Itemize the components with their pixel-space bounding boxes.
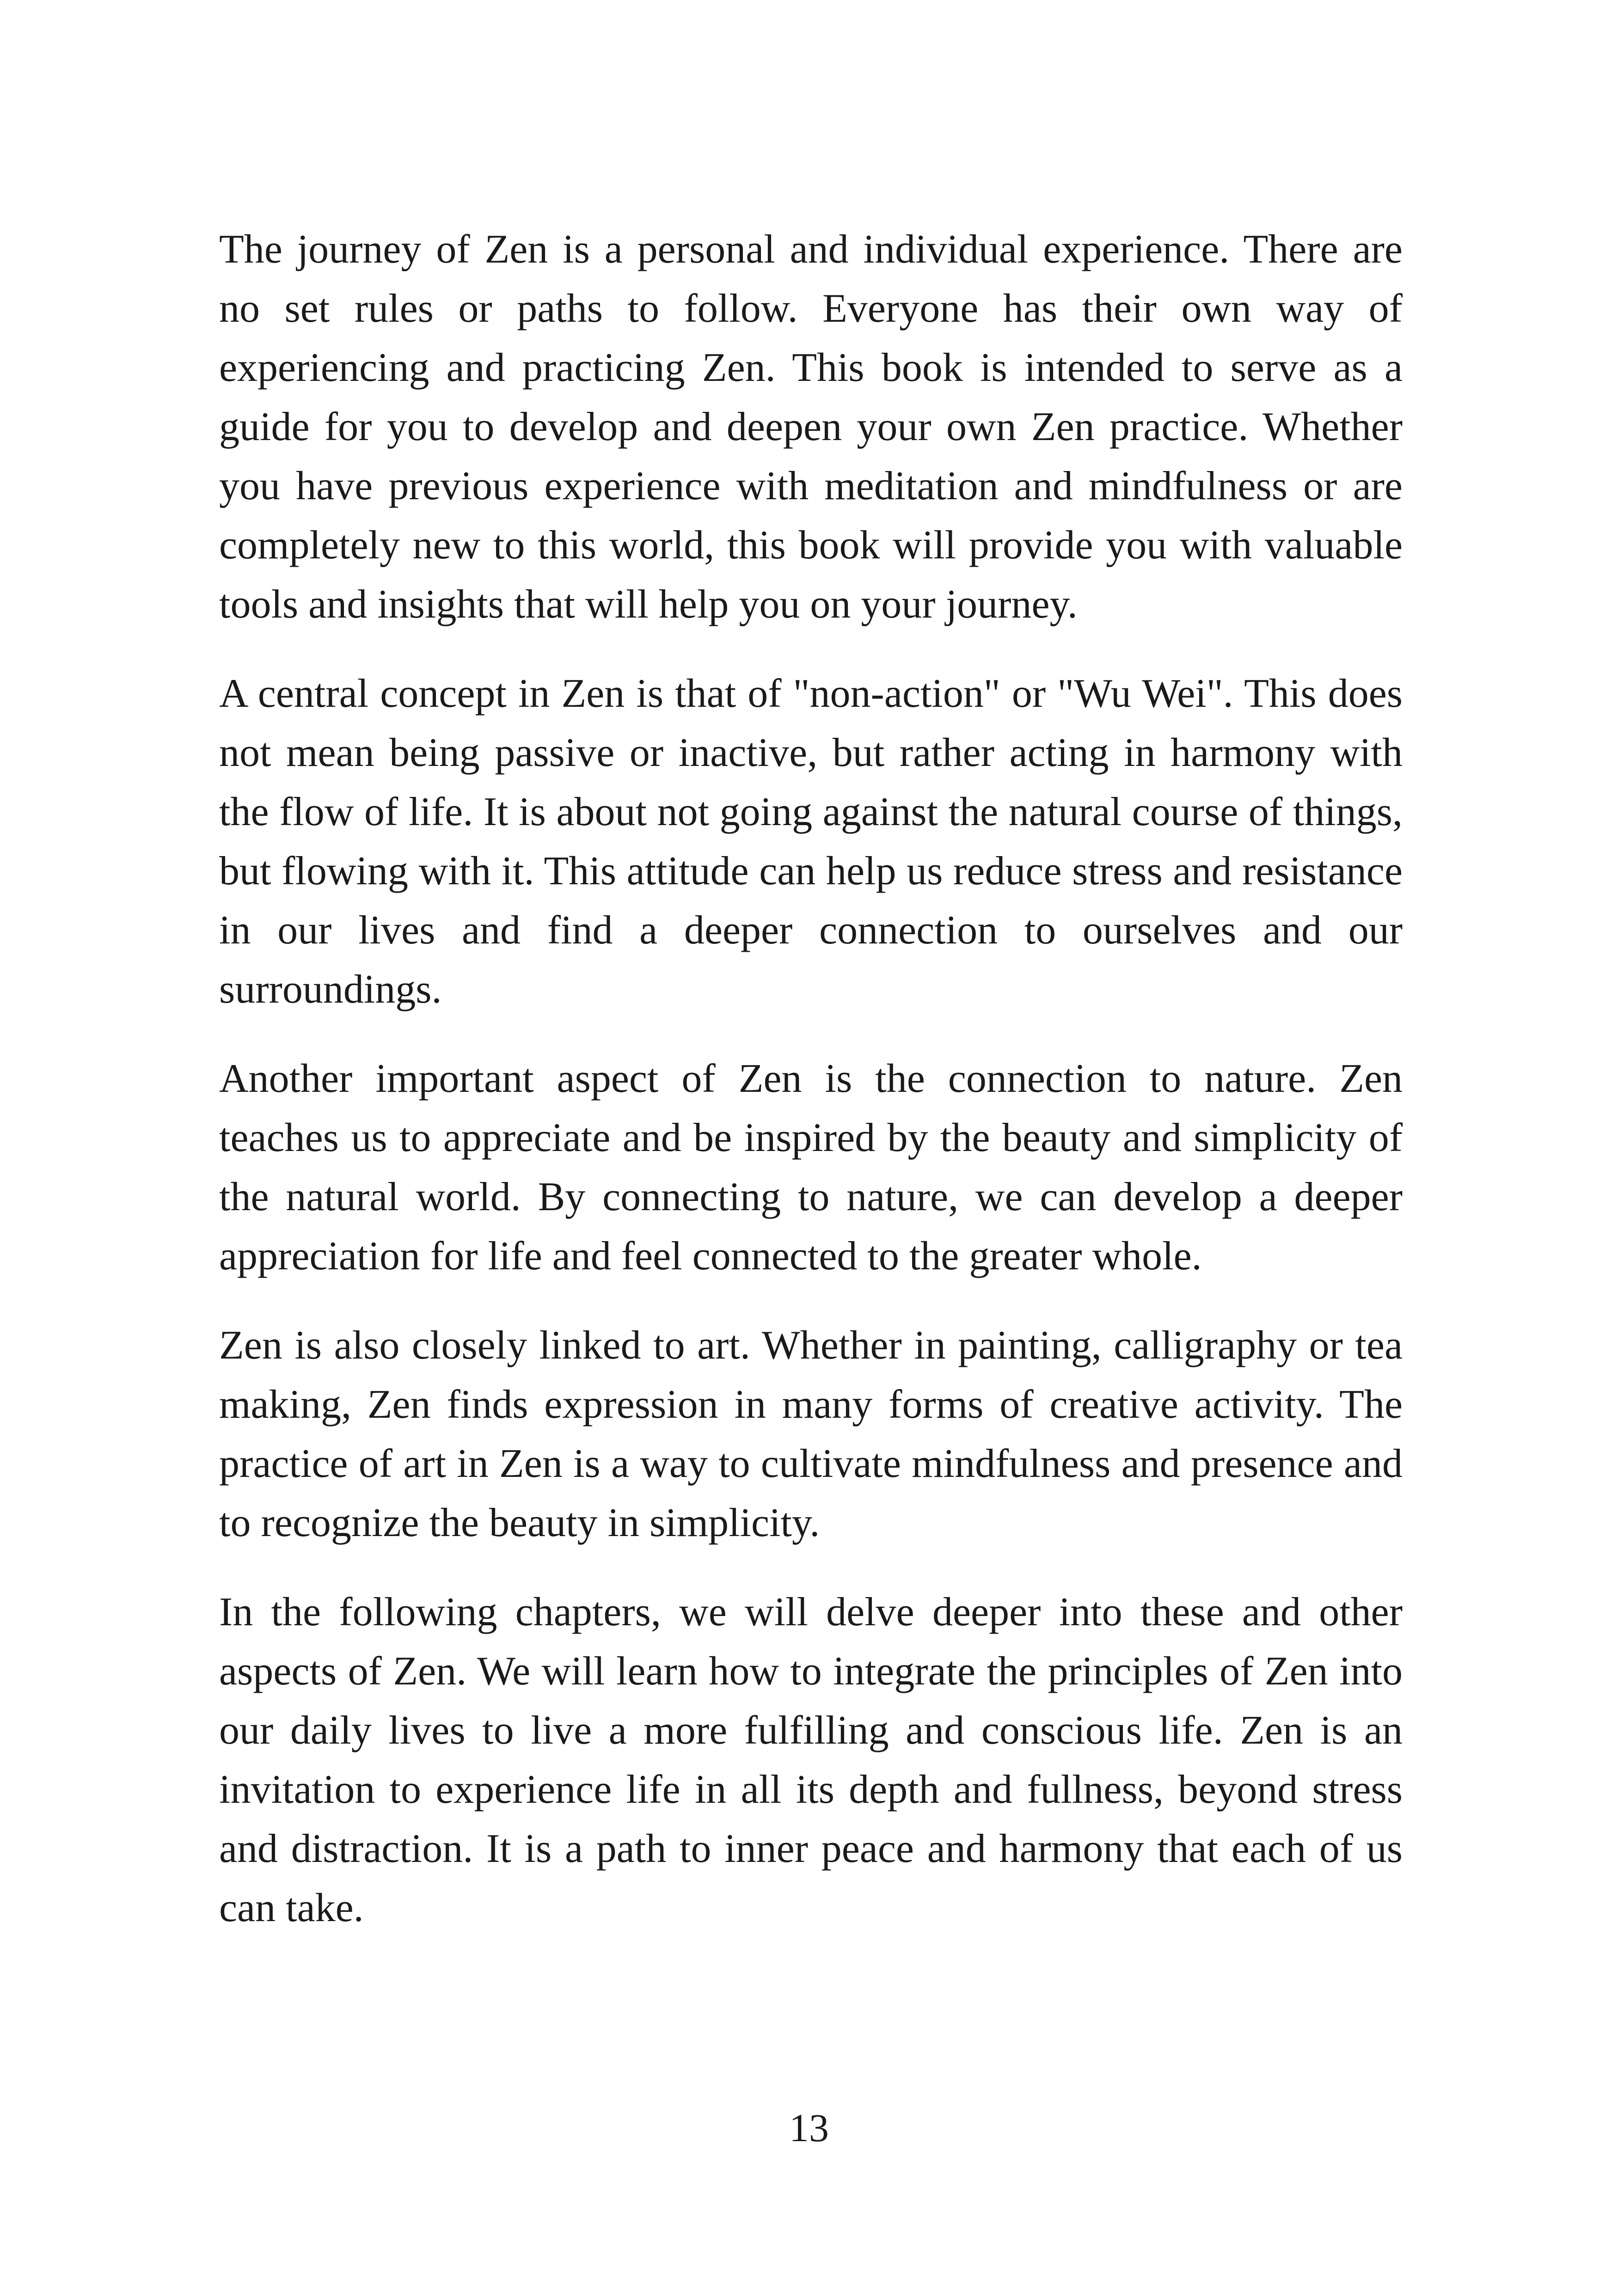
paragraph-journey-of-zen: The journey of Zen is a personal and individual experience. There are no set rules or paths to follow. Everyone has their own way of experiencing and practicing Zen. This book is intended to serve as a guide for you to develop and deepen your own Zen practice. Whether you have previous experience with meditation and mindfulness or are completely new to this world, this book will provide you with valuable tools and insights that will help you on your journey. [219, 227, 1403, 627]
paragraph-art: Zen is also closely linked to art. Whether in painting, calligraphy or tea making, Zen finds expression in many forms of creative activity. The practice of art in Zen is a way to cultivate mindfulness and presence and to recognize the beauty in simplicity. [219, 1323, 1403, 1545]
page-number: 13 [789, 2106, 829, 2150]
body-text [219, 220, 1403, 1968]
paragraph-following-chapters: In the following chapters, we will delve deeper into these and other aspects of Zen. We will learn how to integrate the principles of Zen into our daily lives to live a more fulfilling and conscious life. Zen is an invitation to experience life in all its depth and fullness, beyond stress and distraction. It is a path to inner peace and harmony that each of us can take. [219, 1590, 1403, 1930]
paragraph-nature: Another important aspect of Zen is the connection to nature. Zen teaches us to appreciate and be inspired by the beauty and simplicity of the natural world. By connecting to nature, we can develop a deeper appreciation for life and feel connected to the greater whole. [219, 1056, 1403, 1279]
paragraph-wu-wei: A central concept in Zen is that of "non-action" or "Wu Wei". This does not mean being passive or inactive, but rather acting in harmony with the flow of life. It is about not going against the natural course of things, but flowing with it. This attitude can help us reduce stress and resistance in our lives and find a deeper connection to ourselves and our surroundings. [219, 671, 1403, 1012]
